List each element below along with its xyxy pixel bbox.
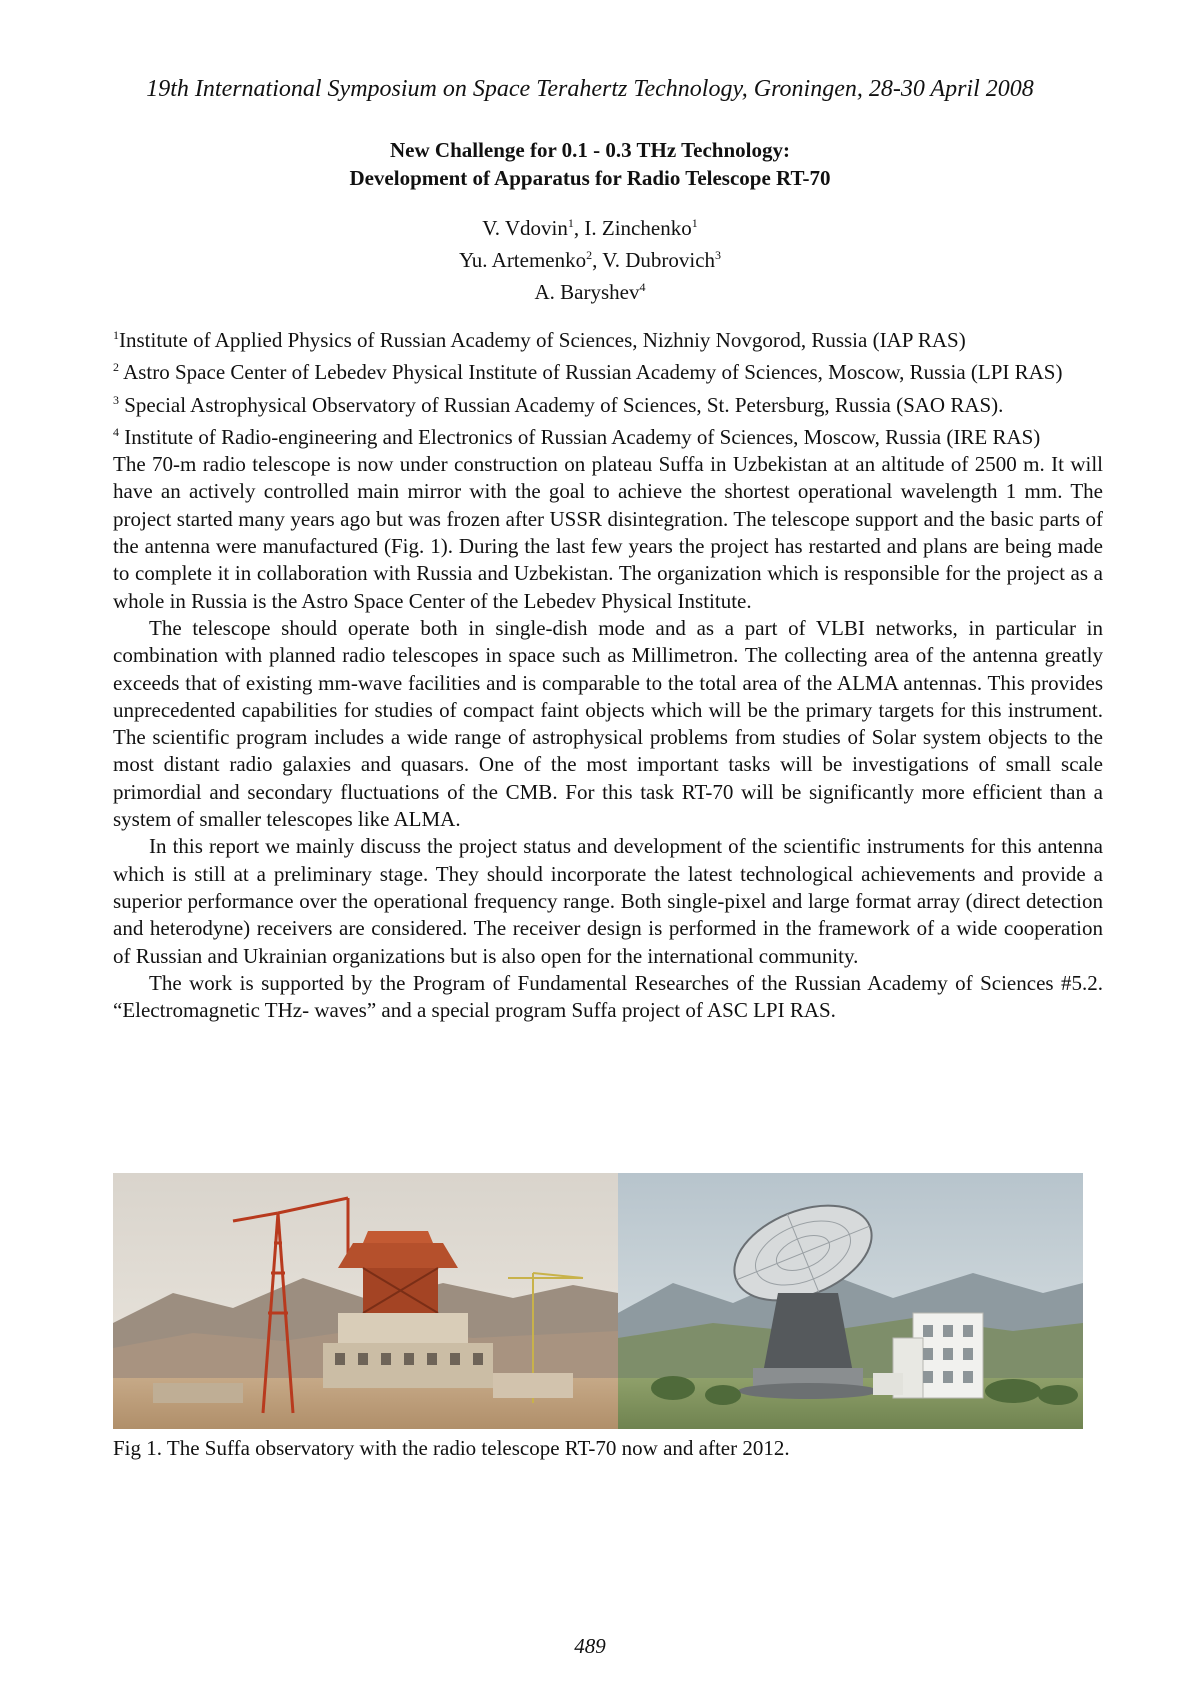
- affiliation: [113, 419, 1103, 451]
- construction-photo: [113, 1173, 618, 1429]
- title-line-2: Development of Apparatus for Radio Telescope RT-70: [349, 166, 831, 190]
- author-list: [0, 210, 1180, 306]
- author-line-2: [0, 242, 1180, 274]
- figure-caption: Fig 1. The Suffa observatory with the radio telescope RT-70 now and after 2012.: [113, 1436, 790, 1460]
- figure-1-image: [113, 1173, 1083, 1429]
- running-header: 19th International Symposium on Space Terahertz Technology, Groningen, 28-30 April 2008: [146, 76, 1034, 102]
- page-number: 489: [574, 1634, 606, 1658]
- body-paragraph: The telescope should operate both in single-dish mode and as a part of VLBI networks, in particular in combination with planned radio telescopes in space such as Millimetron. The collecting area of the antenna greatly exceeds that of existing mm-wave facilities and is comparable to the total area of the ALMA antennas. This provides unprecedented capabilities for studies of compact faint objects which will be the primary targets for this instrument. The scientific program includes a wide range of astrophysical problems from studies of Solar system objects to the most distant radio galaxies and quasars. One of the most important tasks will be investigations of small scale primordial and secondary fluctuations of the CMB. For this task RT-70 will be significantly more efficient than a system of smaller telescopes like ALMA.: [113, 615, 1103, 832]
- author-zinchenko: , I. Zinchenko: [573, 216, 692, 240]
- author-line-3: [0, 274, 1180, 306]
- affiliation-text: Institute of Applied Physics of Russian Academy of Sciences, Nizhniy Novgorod, Russia (IAP RAS): [119, 328, 966, 352]
- affiliation-sup: 3: [113, 392, 119, 407]
- affiliation: [113, 354, 1103, 386]
- affiliation-sup: 4: [113, 424, 119, 439]
- author-sup: 4: [639, 280, 646, 294]
- title-line-1: New Challenge for 0.1 - 0.3 THz Technology:: [390, 138, 790, 162]
- author-sup: 1: [567, 216, 574, 230]
- completed-telescope-illustration: [618, 1173, 1083, 1429]
- author-line-1: [0, 210, 1180, 242]
- affiliation-sup: 2: [113, 360, 119, 375]
- author-sup: 1: [691, 216, 698, 230]
- author-sup: 3: [715, 248, 722, 262]
- affiliation: [113, 322, 1103, 354]
- main-content: [113, 322, 1103, 1024]
- affiliation-sup: 1: [113, 328, 119, 342]
- body-paragraph: The work is supported by the Program of Fundamental Researches of the Russian Academy of Sciences #5.2. “Electromagnetic THz- waves” and a special program Suffa project of ASC LPI RAS.: [113, 970, 1103, 1023]
- body-paragraph: The 70-m radio telescope is now under construction on plateau Suffa in Uzbekistan at an altitude of 2500 m. It will have an actively controlled main mirror with the goal to achieve the shortest operational wavelength 1 mm. The project started many years ago but was frozen after USSR disintegration. The telescope support and the basic parts of the antenna were manufactured (Fig. 1). During the last few years the project has restarted and plans are being made to complete it in collaboration with Russia and Uzbekistan. The organization which is responsible for the project as a whole in Russia is the Astro Space Center of the Lebedev Physical Institute.: [113, 452, 1103, 613]
- author-vdovin: V. Vdovin: [482, 216, 568, 240]
- affiliation-text: Astro Space Center of Lebedev Physical Institute of Russian Academy of Sciences, Moscow, Russia (LPI RAS): [119, 360, 1063, 385]
- figure-1: [113, 1173, 1083, 1429]
- affiliation: [113, 387, 1103, 419]
- author-sup: 2: [586, 248, 593, 262]
- author-artemenko: Yu. Artemenko: [458, 248, 587, 272]
- affiliation-text: Institute of Radio-engineering and Electronics of Russian Academy of Sciences, Moscow, Russia (IRE RAS): [119, 424, 1041, 449]
- body-paragraph: In this report we mainly discuss the project status and development of the scientific instruments for this antenna which is still at a preliminary stage. They should incorporate the latest technological achievements and provide a superior performance over the operational frequency range. Both single-pixel and large format array (direct detection and heterodyne) receivers are considered. The receiver design is performed in the framework of a wide cooperation of Russian and Ukrainian organizations but is also open for the international community.: [113, 834, 1103, 968]
- author-dubrovich: , V. Dubrovich: [592, 248, 716, 272]
- paper-title: [0, 136, 1180, 192]
- affiliation-text: Special Astrophysical Observatory of Russian Academy of Sciences, St. Petersburg, Russia (SAO RAS).: [119, 392, 1004, 417]
- author-baryshev: A. Baryshev: [534, 280, 640, 304]
